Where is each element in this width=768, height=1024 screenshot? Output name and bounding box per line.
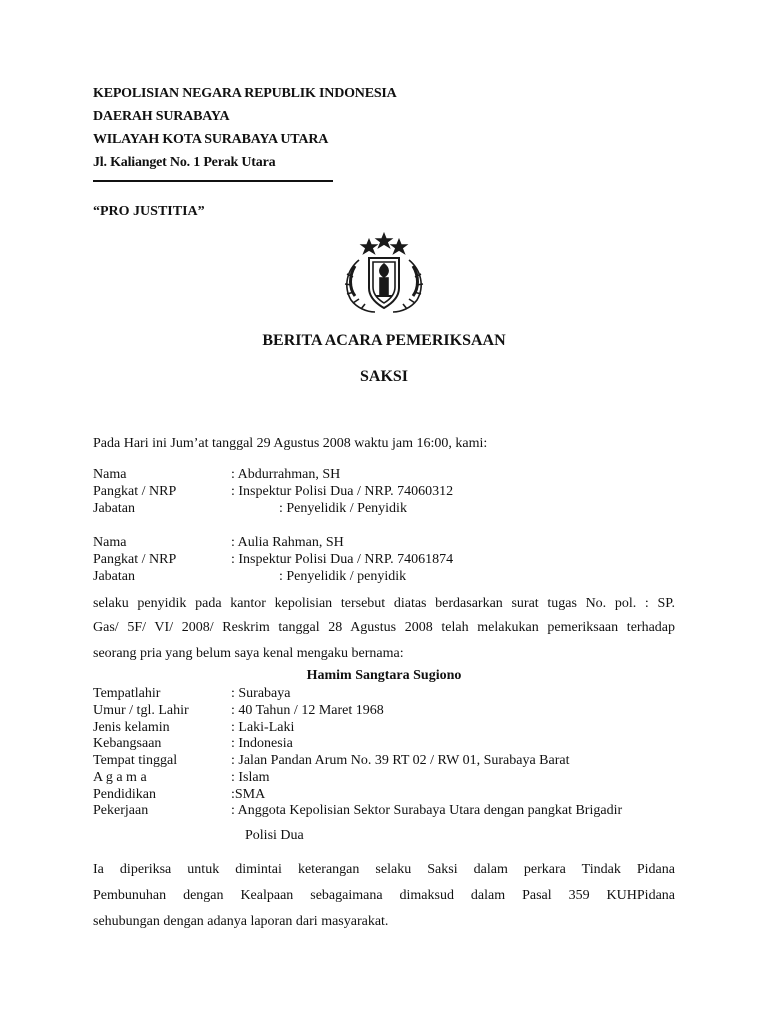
inv1-pangkat-value: : Inspektur Polisi Dua / NRP. 74060312	[231, 484, 454, 499]
inv1-jabatan-value: : Penyelidik / Penyidik	[279, 501, 407, 516]
closing-line-1: Ia diperiksa untuk dimintai keterangan selaku Saksi dalam perkara Tindak Pidana	[93, 862, 675, 877]
witness-field-value: : Laki-Laki	[231, 720, 295, 735]
closing-line-2: Pembunuhan dengan Kealpaan sebagaimana dimaksud dalam Pasal 359 KUHPidana	[93, 888, 675, 903]
intro-text: Pada Hari ini Jum’at tanggal 29 Agustus 2008 waktu jam 16:00, kami:	[93, 436, 488, 451]
witness-field-value: : Surabaya	[231, 686, 291, 701]
header-institution: KEPOLISIAN NEGARA REPUBLIK INDONESIA	[93, 86, 397, 101]
pro-justitia: “PRO JUSTITIA”	[93, 204, 205, 219]
witness-field-label: Tempatlahir	[93, 686, 161, 701]
witness-field-value: : Anggota Kepolisian Sektor Surabaya Utara dengan pangkat Brigadir	[231, 803, 623, 818]
statement-line-1: selaku penyidik pada kantor kepolisian tersebut diatas berdasarkan surat tugas No. pol. : SP.	[93, 596, 675, 611]
closing-line-3: sehubungan dengan adanya laporan dari masyarakat.	[93, 914, 389, 929]
inv1-jabatan-label: Jabatan	[93, 501, 135, 516]
inv2-pangkat-value: : Inspektur Polisi Dua / NRP. 74061874	[231, 552, 454, 567]
header-underline	[93, 180, 333, 182]
police-emblem-icon	[333, 226, 435, 318]
inv2-jabatan-label: Jabatan	[93, 569, 135, 584]
header-region: DAERAH SURABAYA	[93, 109, 230, 124]
statement-line-3: seorang pria yang belum saya kenal mengaku bernama:	[93, 646, 404, 661]
header-area: WILAYAH KOTA SURABAYA UTARA	[93, 132, 329, 147]
inv1-pangkat-label: Pangkat / NRP	[93, 484, 177, 499]
witness-field-label: Pekerjaan	[93, 803, 149, 818]
witness-field-label: Kebangsaan	[93, 736, 162, 751]
inv2-pangkat-label: Pangkat / NRP	[93, 552, 177, 567]
witness-field-value: : 40 Tahun / 12 Maret 1968	[231, 703, 384, 718]
witness-field-label: A g a m a	[93, 770, 147, 785]
header-address: Jl. Kalianget No. 1 Perak Utara	[93, 155, 276, 170]
witness-field-value: : Jalan Pandan Arum No. 39 RT 02 / RW 01, Surabaya Barat	[231, 753, 570, 768]
witness-field-value: : Islam	[231, 770, 270, 785]
witness-pekerjaan-continued: Polisi Dua	[245, 828, 304, 843]
witness-field-value: :SMA	[231, 787, 266, 802]
witness-field-label: Pendidikan	[93, 787, 156, 802]
inv2-jabatan-value: : Penyelidik / penyidik	[279, 569, 407, 584]
document-title: BERITA ACARA PEMERIKSAAN	[262, 332, 506, 349]
inv1-nama-value: : Abdurrahman, SH	[231, 467, 341, 482]
inv2-nama-label: Nama	[93, 535, 127, 550]
witness-field-label: Jenis kelamin	[93, 720, 170, 735]
statement-line-2: Gas/ 5F/ VI/ 2008/ Reskrim tanggal 28 Agustus 2008 telah melakukan pemeriksaan terhadap	[93, 620, 675, 635]
witness-field-value: : Indonesia	[231, 736, 293, 751]
document-subtitle: SAKSI	[359, 368, 409, 385]
witness-name: Hamim Sangtara Sugiono	[306, 668, 462, 683]
inv1-nama-label: Nama	[93, 467, 127, 482]
witness-field-label: Umur / tgl. Lahir	[93, 703, 189, 718]
witness-field-label: Tempat tinggal	[93, 753, 178, 768]
inv2-nama-value: : Aulia Rahman, SH	[231, 535, 344, 550]
